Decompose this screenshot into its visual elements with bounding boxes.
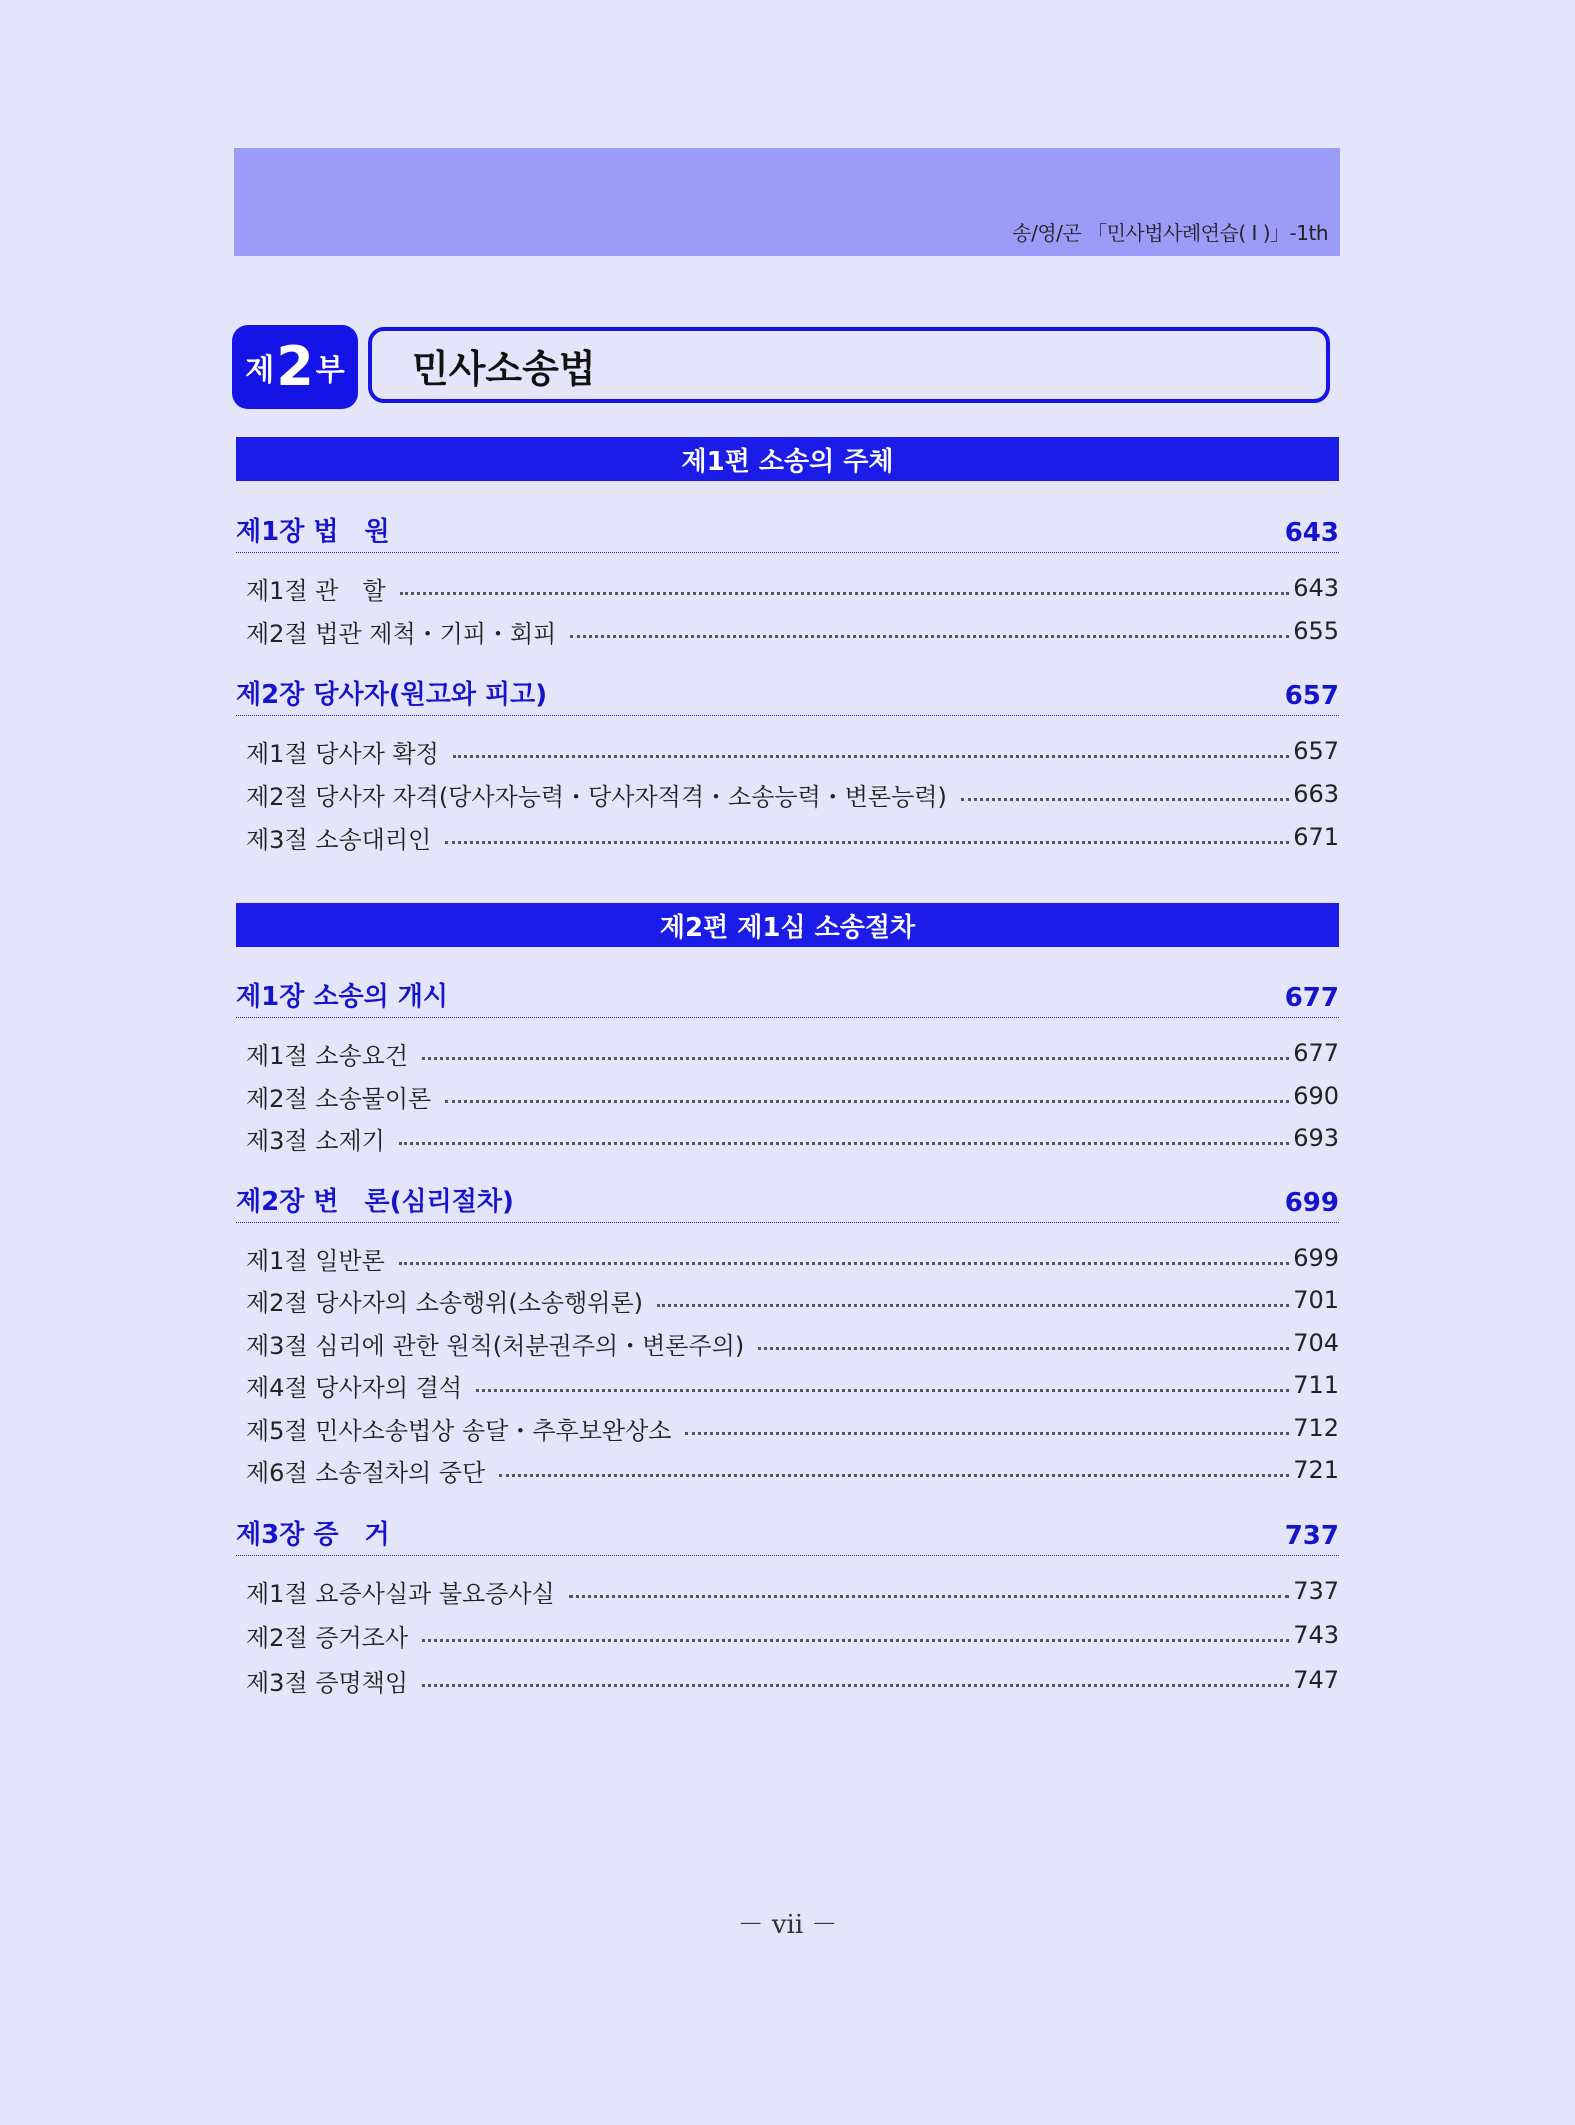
chapter-label: 제1장 소송의 개시 bbox=[236, 982, 449, 1012]
toc-entry[interactable] bbox=[246, 1617, 1339, 1653]
entry-page: 663 bbox=[1293, 780, 1339, 808]
chapter-label: 제3장 증 거 bbox=[236, 1520, 390, 1550]
leader-dots bbox=[399, 1142, 1289, 1145]
chapter-page: 737 bbox=[1284, 1521, 1339, 1551]
chapter-heading[interactable] bbox=[236, 1516, 1339, 1556]
entry-page: 701 bbox=[1293, 1286, 1339, 1314]
chapter-heading[interactable] bbox=[236, 676, 1339, 716]
page-number: － vii － bbox=[737, 1910, 838, 1940]
entry-page: 712 bbox=[1293, 1414, 1339, 1442]
entry-page: 690 bbox=[1293, 1082, 1339, 1110]
entry-label: 제2절 법관 제척・기피・회피 bbox=[246, 619, 557, 648]
leader-dots bbox=[399, 1262, 1289, 1265]
toc-entry[interactable] bbox=[246, 1035, 1339, 1071]
part-suffix: 부 bbox=[315, 353, 345, 388]
part-title-box bbox=[368, 327, 1330, 403]
toc-entry[interactable] bbox=[246, 1078, 1339, 1114]
leader-dots bbox=[961, 798, 1289, 801]
chapter-page: 657 bbox=[1284, 681, 1339, 711]
leader-dots bbox=[422, 1684, 1289, 1687]
chapter-heading[interactable] bbox=[236, 513, 1339, 553]
entry-label: 제2절 당사자의 소송행위(소송행위론) bbox=[246, 1288, 644, 1317]
part-number: 2 bbox=[276, 335, 314, 398]
chapter-label: 제1장 법 원 bbox=[236, 517, 390, 547]
toc-entry[interactable] bbox=[246, 1573, 1339, 1609]
chapter-heading[interactable] bbox=[236, 1183, 1339, 1223]
leader-dots bbox=[685, 1432, 1289, 1435]
entry-page: 643 bbox=[1293, 574, 1339, 602]
toc-entry[interactable] bbox=[246, 570, 1339, 606]
leader-dots bbox=[570, 635, 1289, 638]
entry-page: 699 bbox=[1293, 1244, 1339, 1272]
chapter-page: 677 bbox=[1284, 983, 1339, 1013]
toc-entry[interactable] bbox=[246, 1367, 1339, 1403]
entry-page: 704 bbox=[1293, 1329, 1339, 1357]
toc-entry[interactable] bbox=[246, 1662, 1339, 1698]
entry-page: 721 bbox=[1293, 1456, 1339, 1484]
entry-label: 제5절 민사소송법상 송달・추후보완상소 bbox=[246, 1416, 672, 1445]
entry-label: 제3절 증명책임 bbox=[246, 1668, 409, 1697]
entry-label: 제1절 소송요건 bbox=[246, 1041, 409, 1070]
leader-dots bbox=[453, 755, 1289, 758]
entry-page: 655 bbox=[1293, 617, 1339, 645]
chapter-page: 699 bbox=[1284, 1188, 1339, 1218]
entry-label: 제3절 소제기 bbox=[246, 1126, 385, 1155]
entry-label: 제3절 소송대리인 bbox=[246, 825, 432, 854]
toc-entry[interactable] bbox=[246, 613, 1339, 649]
chapter-page: 643 bbox=[1284, 518, 1339, 548]
entry-page: 711 bbox=[1293, 1371, 1339, 1399]
entry-label: 제1절 관 할 bbox=[246, 576, 386, 605]
leader-dots bbox=[569, 1595, 1289, 1598]
entry-label: 제6절 소송절차의 중단 bbox=[246, 1458, 486, 1487]
header-band bbox=[234, 148, 1340, 256]
leader-dots bbox=[422, 1057, 1289, 1060]
entry-label: 제1절 요증사실과 불요증사실 bbox=[246, 1579, 555, 1608]
leader-dots bbox=[657, 1304, 1289, 1307]
leader-dots bbox=[422, 1639, 1289, 1642]
toc-entry[interactable] bbox=[246, 1282, 1339, 1318]
toc-entry[interactable] bbox=[246, 776, 1339, 812]
toc-entry[interactable] bbox=[246, 1240, 1339, 1276]
leader-dots bbox=[400, 592, 1290, 595]
entry-page: 657 bbox=[1293, 737, 1339, 765]
part-prefix: 제 bbox=[245, 353, 275, 388]
leader-dots bbox=[445, 1100, 1289, 1103]
section-bar: 제2편 제1심 소송절차 bbox=[236, 903, 1339, 947]
entry-page: 677 bbox=[1293, 1039, 1339, 1067]
leader-dots bbox=[476, 1389, 1289, 1392]
entry-label: 제2절 증거조사 bbox=[246, 1623, 409, 1652]
chapter-heading[interactable] bbox=[236, 978, 1339, 1018]
part-badge bbox=[232, 325, 358, 409]
entry-page: 693 bbox=[1293, 1124, 1339, 1152]
toc-entry[interactable] bbox=[246, 733, 1339, 769]
toc-entry[interactable] bbox=[246, 819, 1339, 855]
entry-page: 737 bbox=[1293, 1577, 1339, 1605]
entry-label: 제2절 당사자 자격(당사자능력・당사자적격・소송능력・변론능력) bbox=[246, 782, 947, 811]
leader-dots bbox=[758, 1347, 1289, 1350]
entry-label: 제1절 당사자 확정 bbox=[246, 739, 439, 768]
entry-label: 제3절 심리에 관한 원칙(처분권주의・변론주의) bbox=[246, 1331, 745, 1360]
entry-page: 743 bbox=[1293, 1621, 1339, 1649]
entry-page: 747 bbox=[1293, 1666, 1339, 1694]
toc-entry[interactable] bbox=[246, 1410, 1339, 1446]
leader-dots bbox=[499, 1474, 1289, 1477]
leader-dots bbox=[445, 841, 1289, 844]
running-title: 송/영/곤 「민사법사례연습( I )」-1th bbox=[1012, 221, 1328, 245]
entry-label: 제4절 당사자의 결석 bbox=[246, 1373, 462, 1402]
entry-label: 제1절 일반론 bbox=[246, 1246, 385, 1275]
chapter-label: 제2장 당사자(원고와 피고) bbox=[236, 680, 548, 710]
toc-entry[interactable] bbox=[246, 1452, 1339, 1488]
section-bar: 제1편 소송의 주체 bbox=[236, 437, 1339, 481]
toc-entry[interactable] bbox=[246, 1120, 1339, 1156]
chapter-label: 제2장 변 론(심리절차) bbox=[236, 1187, 514, 1217]
entry-page: 671 bbox=[1293, 823, 1339, 851]
part-title: 민사소송법 bbox=[412, 346, 596, 391]
entry-label: 제2절 소송물이론 bbox=[246, 1084, 432, 1113]
toc-entry[interactable] bbox=[246, 1325, 1339, 1361]
